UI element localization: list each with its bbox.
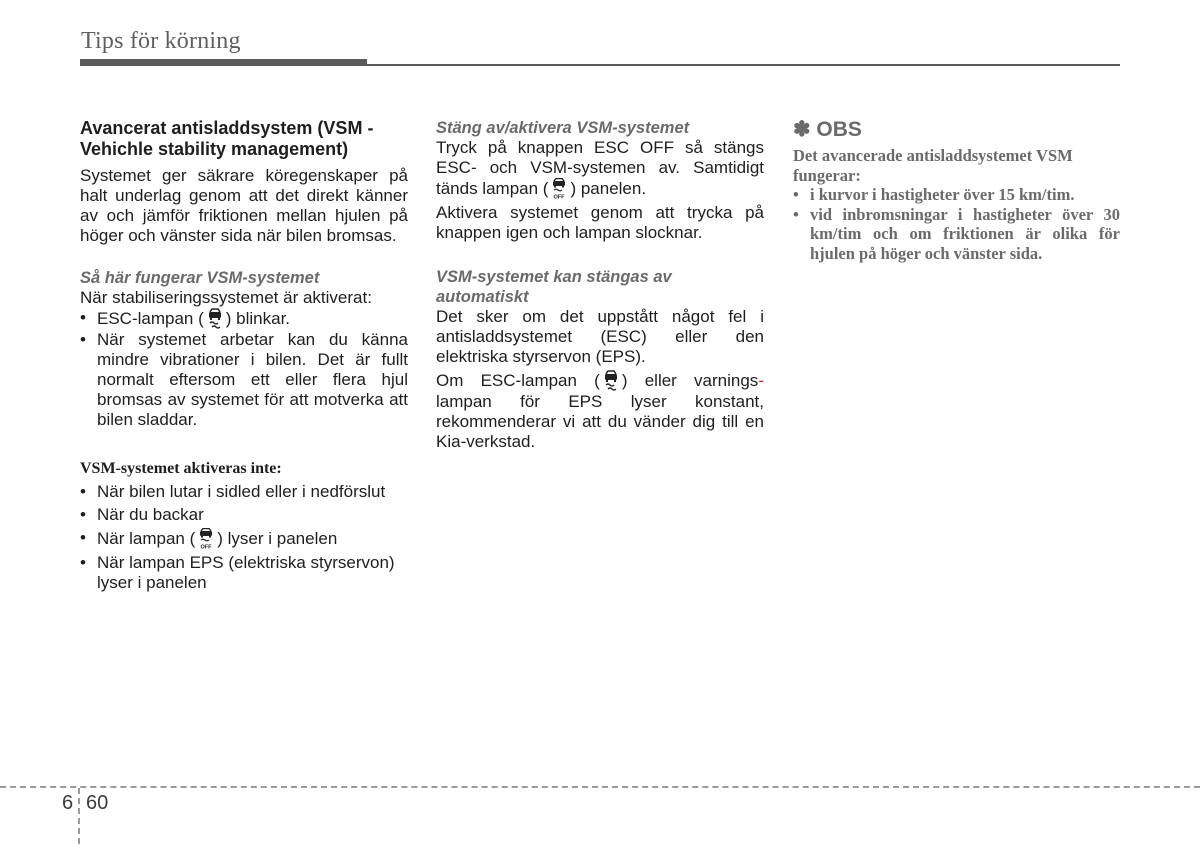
footer-divider [78, 788, 80, 844]
subheading-how: Så här fungerar VSM-systemet [80, 269, 320, 287]
inactive-list [80, 482, 408, 593]
list-item: • När du backar [80, 505, 408, 525]
footer-rule [0, 786, 1200, 788]
column-left [80, 118, 408, 593]
list-item: • När systemet arbetar kan du känna mindre vibrationer i bilen. Det är fullt normalt eftersom ett eller flera hjul bromsas av systemet för att motverka att bilen sladdar. [80, 330, 408, 430]
how-list [80, 308, 408, 430]
subheading-auto: VSM-systemet kan stängas av automatiskt [436, 268, 672, 306]
esc-skid-icon [602, 370, 620, 392]
how-lead: När stabiliseringssystemet är aktiverat: [80, 288, 372, 307]
list-item: • När lampan ( OFF ) lyser i panelen [80, 528, 408, 550]
list-item: • När lampan EPS (elektriska styrservon) lyser i panelen [80, 553, 408, 593]
list-item: • När bilen lutar i sidled eller i nedförslut [80, 482, 408, 502]
esc-skid-icon [206, 308, 224, 330]
auto-paragraph-2: Om ESC-lampan ( ) eller varnings- lampan för EPS lyser konstant, rekommenderar vi att du vänder dig till en Kia-verkstad. [436, 371, 764, 451]
toggle-paragraph-1: Tryck på knappen ESC OFF så stängs ESC- och VSM-systemen av. Samtidigt tänds lampan ( OFF ) panelen. [436, 138, 764, 200]
header-title: Tips för körning [81, 28, 241, 54]
obs-lead: Det avancerade antisladdsystemet VSM fungerar: [793, 146, 1073, 185]
column-middle [436, 118, 764, 452]
obs-title: ✽ OBS [793, 118, 862, 141]
esc-off-icon [197, 528, 215, 550]
page-number: 60 [86, 792, 109, 814]
subheading-inactive: VSM-systemet aktiveras inte: [80, 460, 282, 477]
chapter-number: 6 [62, 792, 74, 814]
auto-paragraph-1: Det sker om det uppstått något fel i antisladdsystemet (ESC) eller den elektriska styrservon (EPS). [436, 307, 764, 366]
list-item: • ESC-lampan ( ) blinkar. [80, 308, 408, 330]
list-item: • i kurvor i hastigheter över 15 km/tim. [793, 185, 1120, 205]
header-rule [80, 64, 1120, 66]
section-heading: Avancerat antisladdsystem (VSM - Vehichle stability management) [80, 118, 374, 159]
esc-off-icon [550, 178, 568, 200]
list-item: • vid inbromsningar i hastigheter över 30 km/tim och om friktionen är olika för hjulen på höger och vänster sida. [793, 205, 1120, 264]
subheading-toggle: Stäng av/aktivera VSM-systemet [436, 119, 690, 137]
column-right [793, 118, 1120, 263]
toggle-paragraph-2: Aktivera systemet genom att trycka på knappen igen och lampan slocknar. [436, 203, 764, 242]
obs-list [793, 185, 1120, 263]
intro-paragraph: Systemet ger säkrare köregenskaper på halt underlag genom att det direkt känner av och jämför friktionen mellan hjulen på höger och vänster sida när bilen bromsas. [80, 166, 408, 245]
svg-text:OFF: OFF [200, 544, 212, 550]
svg-text:OFF: OFF [553, 194, 565, 200]
